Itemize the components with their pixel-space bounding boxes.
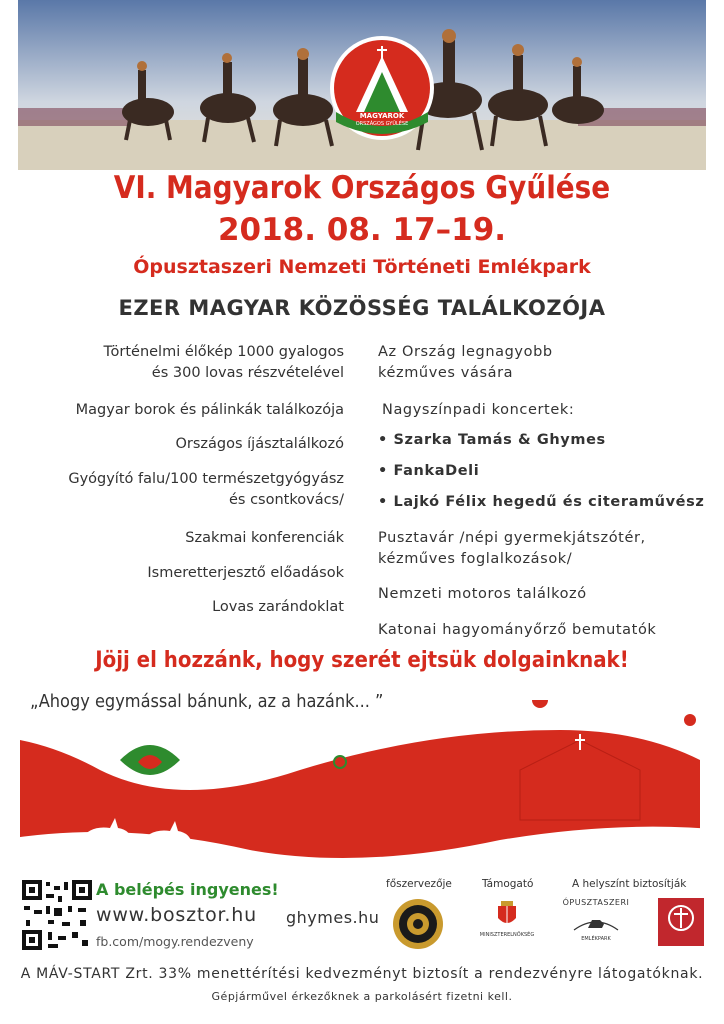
concert-item: • Lajkó Félix hegedű és citeraművész <box>378 494 705 510</box>
left-item: és csontkovács/ <box>229 492 344 508</box>
hero-banner-photo <box>18 0 706 170</box>
quote-text: „Ahogy egymással bánunk, az a hazánk... ” <box>30 691 384 712</box>
left-item: Lovas zarándoklat <box>212 599 344 615</box>
event-venue: Ópusztaszeri Nemzeti Történeti Emlékpark <box>133 256 591 278</box>
footer-discount: A MÁV-START Zrt. 33% menettérítési kedvezményt biztosít a rendezvényre látogatóknak. <box>20 966 704 982</box>
event-subtitle: EZER MAGYAR KÖZÖSSÉG TALÁLKOZÓJA <box>118 296 606 320</box>
opusztaszer-text: ÓPUSZTASZERI <box>562 898 630 907</box>
concert-item: • Szarka Tamás & Ghymes <box>378 432 606 448</box>
website-link[interactable]: www.bosztor.hu <box>96 904 257 926</box>
right-item: Az Ország legnagyobb <box>378 344 553 360</box>
left-item: Országos íjásztalálkozó <box>175 436 344 452</box>
opusztaszer-subtext: EMLÉKPARK <box>581 936 611 942</box>
label-support: Támogató <box>482 878 534 890</box>
facebook-link[interactable]: fb.com/mogy.rendezveny <box>96 934 254 949</box>
left-item: Szakmai konferenciák <box>185 530 344 546</box>
label-venue: A helyszínt biztosítják <box>572 878 687 890</box>
ministry-text: MINISZTERELNÖKSÉG <box>479 932 535 938</box>
event-title: VI. Magyarok Országos Gyűlése <box>113 170 611 206</box>
invite-slogan: Jöjj el hozzánk, hogy szerét ejtsük dolgainknak! <box>95 648 629 673</box>
venue-partner-logo <box>658 898 704 946</box>
right-item: Nemzeti motoros találkozó <box>378 586 587 602</box>
right-item: Nagyszínpadi koncertek: <box>382 402 575 418</box>
left-item: Gyógyító falu/100 természetgyógyász <box>68 471 344 487</box>
left-item: és 300 lovas részvételével <box>151 365 344 381</box>
horse-logo-icon <box>570 910 622 936</box>
footer-parking: Gépjárművel érkezőknek a parkolásért fizetni kell. <box>211 990 513 1003</box>
label-organizer: főszervezője <box>386 878 452 890</box>
folk-art-band <box>0 700 724 870</box>
right-item: Katonai hagyományőrző bemutatók <box>378 622 657 638</box>
hungarian-crest-icon <box>496 900 518 928</box>
right-item: kézműves vására <box>378 365 514 381</box>
left-item: Ismeretterjesztő előadások <box>147 565 344 581</box>
logo-text: MAGYAROK <box>359 112 405 120</box>
ghymes-link[interactable]: ghymes.hu <box>286 908 380 927</box>
organizer-logo <box>392 898 444 950</box>
event-date: 2018. 08. 17–19. <box>217 212 507 248</box>
right-item: Pusztavár /népi gyermekjátszótér, <box>378 530 646 546</box>
logo-subtext: ORSZÁGOS GYŰLÉSE <box>355 121 409 127</box>
free-entry-text: A belépés ingyenes! <box>96 880 279 899</box>
left-item: Történelmi élőkép 1000 gyalogos <box>103 344 344 360</box>
concert-item: • FankaDeli <box>378 463 480 479</box>
qr-code[interactable] <box>22 880 92 950</box>
right-item: kézműves foglalkozások/ <box>378 551 573 567</box>
left-item: Magyar borok és pálinkák találkozója <box>75 402 344 418</box>
